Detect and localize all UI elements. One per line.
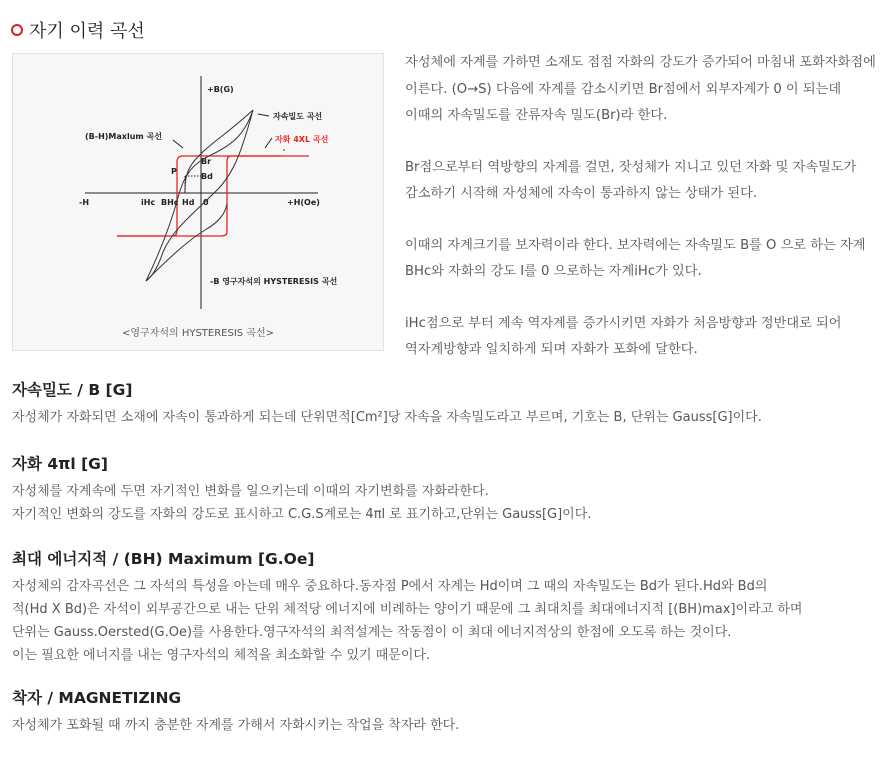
pos-h-label: +H(Oe) <box>287 198 320 207</box>
section-line: 자성체가 자화되면 소재에 자속이 통과하게 되는데 단위면적[Cm²]당 자속을 자속밀도라고 부르며, 기호는 B, 단위는 Gauss[G]이다. <box>12 410 762 425</box>
intro-text <box>405 50 890 389</box>
intro-paragraph-2 <box>405 155 890 208</box>
section-header <box>11 16 145 44</box>
intro-line: 이때의 자계크기를 보자력이라 한다. 보자력에는 자속밀도 B를 O 으로 하는 자계 <box>405 237 866 253</box>
magnetizing-section <box>12 686 882 737</box>
hysteresis-figure <box>12 53 384 351</box>
magnetization-curve-ext <box>117 156 309 236</box>
flux-leader <box>258 114 269 116</box>
section-line: 단위는 Gauss.Oersted(G.Oe)를 사용한다.영구자석의 최적설계는 작동점이 이 최대 에너지적상의 한점에 오도록 하는 것이다. <box>12 625 732 640</box>
flux-density-section <box>12 378 882 429</box>
hysteresis-label: -B 영구자석의 HYSTERESIS 곡선 <box>210 277 338 286</box>
section-title: 자화 4πl [G] <box>12 455 108 473</box>
bhc-label: BHc <box>161 198 179 207</box>
magnetization-section <box>12 452 882 526</box>
section-line: 자성체를 자계속에 두면 자기적인 변화를 일으키는데 이때의 자기변화를 자화라한다. <box>12 484 489 499</box>
neg-h-label: -H <box>79 198 90 207</box>
magnet-leader <box>265 138 272 148</box>
section-title: 착자 / MAGNETIZING <box>12 689 182 707</box>
ihc-label: iHc <box>141 198 156 207</box>
p-label: P <box>171 167 177 176</box>
bh-leader <box>173 140 183 148</box>
bh-max-label: (B-H)Maxlum 곡선 <box>85 132 162 141</box>
section-line: 자성체의 감자곡선은 그 자석의 특성을 아는데 매우 중요하다.동자점 P에서 자계는 Hd이며 그 때의 자속밀도는 Bd가 된다.Hd와 Bd의 <box>12 579 768 594</box>
flux-curve-label: 자속밀도 곡선 <box>273 112 323 121</box>
intro-line: 이른다. (O→S) 다음에 자계를 감소시키면 Br점에서 외부자계가 0 이 되는데 <box>405 81 842 97</box>
intro-line: BHc와 자화의 강도 I를 0 으로하는 자계iHc가 있다. <box>405 264 702 279</box>
section-line: 자기적인 변화의 강도를 자화의 강도로 표시하고 C.G.S계로는 4πl 로 표기하고,단위는 Gauss[G]이다. <box>12 507 592 522</box>
intro-line: 자성체에 자계를 가하면 소재도 점점 자화의 강도가 증가되어 마침내 포화자화점에 <box>405 55 876 70</box>
section-line: 자성체가 포화될 때 까지 충분한 자계를 가해서 자화시키는 작업을 착자라 한다. <box>12 718 460 733</box>
section-line: 적(Hd X Bd)은 자석이 외부공간으로 내는 단위 체적당 에너지에 비례하는 양이기 때문에 그 최대치를 최대에너지적 [(BH)max]이라고 하며 <box>12 602 803 617</box>
intro-paragraph-1 <box>405 50 890 130</box>
br-label: Br <box>201 157 212 166</box>
max-energy-section <box>12 547 882 667</box>
origin-label: 0 <box>203 198 209 207</box>
intro-paragraph-4 <box>405 311 890 364</box>
intro-line: 역자계방향과 일치하게 되며 자화가 포화에 달한다. <box>405 342 698 357</box>
intro-line: iHc점으로 부터 계속 역자계를 증가시키면 자화가 처음방향과 정반대로 되어 <box>405 315 842 331</box>
circle-bullet-icon <box>11 24 23 36</box>
intro-line: 감소하기 시작해 자성체에 자속이 통과하지 않는 상태가 된다. <box>405 186 758 201</box>
intro-paragraph-3 <box>405 233 890 286</box>
hysteresis-curve <box>146 110 253 281</box>
magnet-curve-label: 자화 4XL 곡선 <box>275 135 329 144</box>
page-title: 자기 이력 곡선 <box>29 21 145 42</box>
intro-line: 이때의 자속밀도를 잔류자속 밀도(Br)라 한다. <box>405 108 668 123</box>
b-axis-label: +B(G) <box>207 85 234 94</box>
hd-label: Hd <box>182 198 195 207</box>
section-title: 자속밀도 / B [G] <box>12 381 133 399</box>
hysteresis-diagram <box>13 54 385 352</box>
section-title: 최대 에너지적 / (BH) Maximum [G.Oe] <box>12 550 315 568</box>
figure-caption: <영구자석의 HYSTERESIS 곡선> <box>121 328 275 339</box>
intro-line: Br점으로부터 역방향의 자계를 걸면, 잣성체가 지니고 있던 자화 및 자속밀도가 <box>405 159 857 175</box>
bd-label: Bd <box>201 172 213 181</box>
section-line: 이는 필요한 에너지를 내는 영구자석의 체적을 최소화할 수 있기 때문이다. <box>12 648 431 663</box>
